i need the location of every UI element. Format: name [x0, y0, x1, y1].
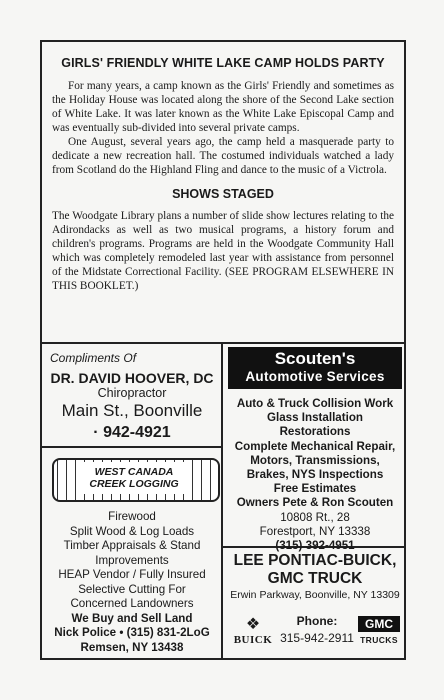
logging-line: Split Wood & Log Loads	[69, 524, 195, 538]
logging-line: Improvements	[95, 553, 169, 567]
logging-line: Timber Appraisals & Stand	[63, 539, 201, 552]
lee-title-1: LEE PONTIAC-BUICK,	[233, 552, 397, 569]
logging-logo-text	[84, 462, 184, 494]
log-logo	[46, 452, 222, 504]
ad-west-canada-logging	[46, 450, 218, 656]
doctor-name: DR. DAVID HOOVER, DC	[50, 370, 214, 386]
trucks-label: TRUCKS	[360, 635, 398, 645]
compliments-text: Compliments Of	[50, 351, 137, 365]
logging-line: Selective Cutting For	[78, 582, 186, 596]
lee-address: Erwin Parkway, Boonville, NY 13309	[230, 589, 400, 601]
buick-hawk-icon: ❖	[245, 616, 261, 633]
scoutens-banner-title: Scouten's	[274, 349, 356, 368]
ad-section-divider	[42, 342, 404, 344]
article-paragraph-1: For many years, a camp known as the Girls' Friendly and sometimes as the Holiday House was located along the shore of the Second Lake section of White Lake. It was later known as the White Lake Episcopal Camp and was eventually sub-divided into several private camps.	[52, 80, 394, 134]
ad-scoutens-automotive	[226, 347, 404, 553]
logging-bold-line: Nick Police • (315) 831-2LoG	[54, 626, 210, 639]
scoutens-banner	[228, 347, 402, 389]
logging-line: HEAP Vendor / Fully Insured	[58, 568, 206, 581]
logging-line: Firewood	[108, 510, 156, 523]
article-paragraph-3: The Woodgate Library plans a number of slide show lectures relating to the Adirondacks as well as two musical programs, a history forum and children's programs. Programs are held in the Woodgate Community Hall which was completely remodeled last year with assistance from personnel of the Midstate Correctional Facility. (SEE PROGRAM ELSEWHERE IN THIS BOOKLET.)	[52, 210, 394, 292]
scouten-service: Motors, Transmissions,	[250, 453, 380, 467]
lee-title-2: GMC TRUCK	[267, 570, 363, 587]
gmc-label: GMC	[358, 616, 400, 632]
ad-left-divider	[42, 446, 222, 448]
article-section	[42, 42, 404, 342]
logging-bold-line: We Buy and Sell Land	[71, 611, 193, 625]
doctor-title: Chiropractor	[97, 386, 167, 400]
doctor-phone: · 942-4921	[93, 424, 171, 441]
scouten-service: Auto & Truck Collision Work	[236, 397, 394, 410]
scouten-service: Brakes, NYS Inspections	[246, 468, 384, 482]
scouten-address-2: Forestport, NY 13338	[259, 524, 371, 538]
doctor-address: Main St., Boonville	[61, 401, 203, 420]
shows-staged-heading: SHOWS STAGED	[172, 187, 274, 201]
lee-phone-block	[280, 614, 354, 645]
ad-hoover-chiropractor	[46, 347, 218, 444]
scouten-service: Restorations	[279, 425, 351, 439]
ad-lee-pontiac-buick	[226, 548, 404, 656]
gmc-logo	[358, 616, 400, 645]
article-headline: GIRLS' FRIENDLY WHITE LAKE CAMP HOLDS PARTY	[61, 56, 385, 70]
scouten-service: Complete Mechanical Repair,	[234, 439, 396, 453]
scouten-phone: (315) 392-4951	[275, 539, 355, 553]
buick-logo	[228, 616, 278, 646]
lee-phone: 315-942-2911	[280, 631, 354, 645]
article-paragraph-2: One August, several years ago, the camp held a masquerade party to dedicate a new recreation hall. The costumed individuals watched a lady from Scotland do the Highland Fling and dance to the music of a Victrola.	[52, 136, 394, 176]
logging-line: Concerned Landowners	[70, 597, 194, 610]
scouten-address-1: 10808 Rt., 28	[280, 510, 350, 524]
scouten-owners: Owners Pete & Ron Scouten	[236, 496, 394, 510]
scoutens-banner-subtitle: Automotive Services	[245, 369, 385, 384]
logo-line-2: CREEK LOGGING	[89, 478, 179, 490]
logging-bold-line: Remsen, NY 13438	[80, 640, 184, 654]
buick-label: BUICK	[233, 634, 273, 646]
scouten-service: Glass Installation	[267, 411, 363, 425]
lee-phone-label: Phone:	[296, 614, 338, 628]
lee-bottom-row	[226, 612, 404, 656]
scouten-service: Free Estimates	[273, 482, 357, 496]
logo-line-1: WEST CANADA	[94, 466, 174, 478]
